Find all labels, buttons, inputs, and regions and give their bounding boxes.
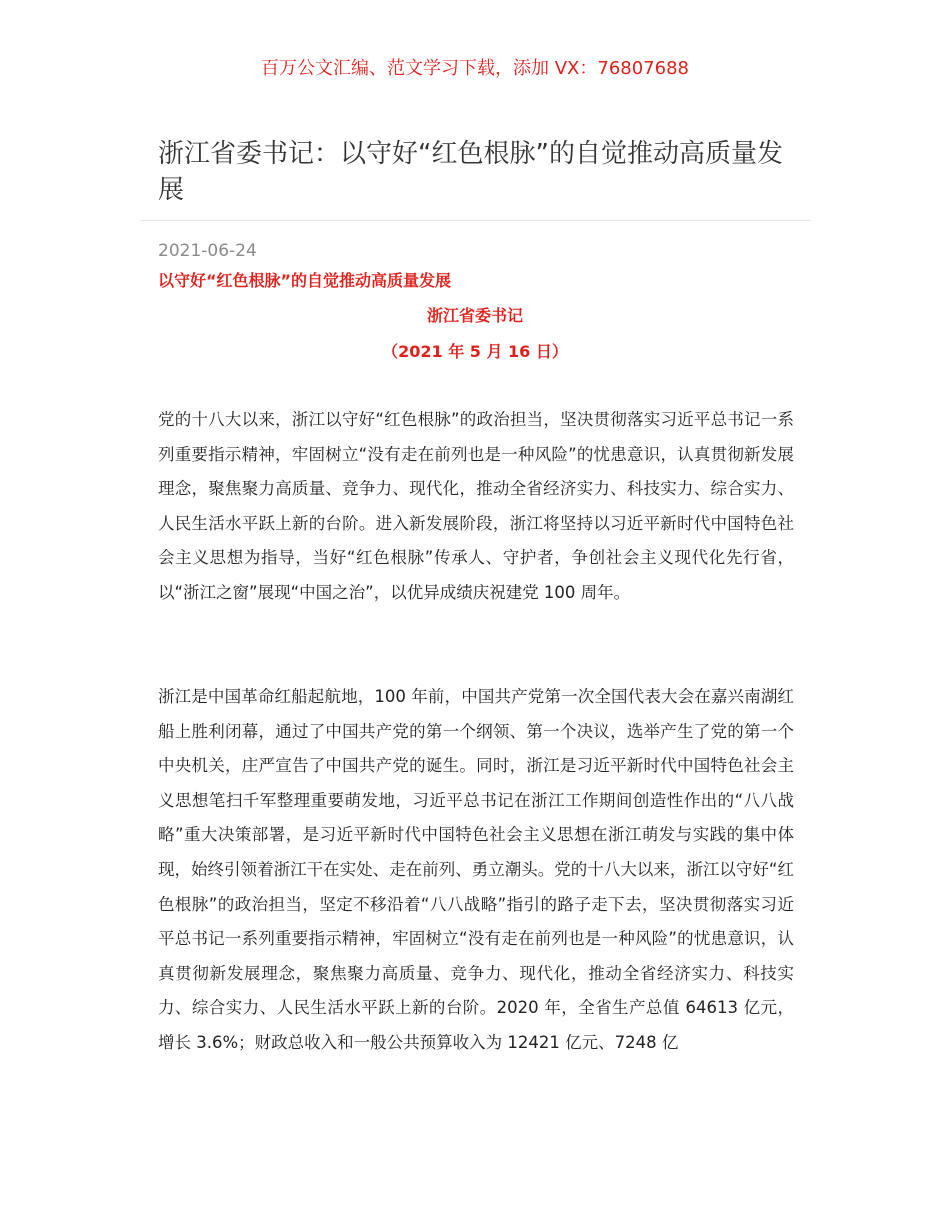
title-divider (140, 220, 810, 221)
speech-date: （2021 年 5 月 16 日） (382, 342, 568, 361)
body-paragraph: 浙江是中国革命红船起航地，100 年前，中国共产党第一次全国代表大会在嘉兴南湖红船上胜利闭幕，通过了中国共产党的第一个纲领、第一个决议，选举产生了党的第一个中央机关，庄严宣告了中国共产党的诞生。同时，浙江是习近平新时代中国特色社会主义思想笔扫千军整理重要萌发地，习近平总书记在浙江工作期间创造性作出的“八八战略”重大决策部署，是习近平新时代中国特色社会主义思想在浙江萌发与实践的集中体现，始终引领着浙江干在实处、走在前列、勇立潮头。党的十八大以来，浙江以守好“红色根脉”的政治担当，坚定不移沿着“八八战略”指引的路子走下去，坚决贯彻落实习近平总书记一系列重要指示精神，牢固树立“没有走在前列也是一种风险”的忧患意识，认真贯彻新发展理念，聚焦聚力高质量、竞争力、现代化，推动全省经济实力、科技实力、综合实力、人民生活水平跃上新的台阶。2020 年，全省生产总值 64613 亿元，增长 3.6%；财政总收入和一般公共预算收入为 12421 亿元、7248 亿 (158, 687, 794, 1052)
promo-banner: 百万公文汇编、范文学习下载，添加 VX：76807688 (261, 58, 689, 79)
article-subtitle: 以守好“红色根脉”的自觉推动高质量发展 (158, 271, 452, 290)
article-title: 浙江省委书记：以守好“红色根脉”的自觉推动高质量发展 (158, 139, 783, 205)
body-paragraph: 党的十八大以来，浙江以守好“红色根脉”的政治担当，坚决贯彻落实习近平总书记一系列重要指示精神，牢固树立“没有走在前列也是一种风险”的忧患意识，认真贯彻新发展理念，聚焦聚力高质量、竞争力、现代化，推动全省经济实力、科技实力、综合实力、人民生活水平跃上新的台阶。进入新发展阶段，浙江将坚持以习近平新时代中国特色社会主义思想为指导，当好“红色根脉”传承人、守护者，争创社会主义现代化先行省，以“浙江之窗”展现“中国之治”，以优异成绩庆祝建党 100 周年。 (158, 410, 794, 602)
author-line: 浙江省委书记 (426, 306, 523, 325)
publish-date: 2021-06-24 (158, 241, 257, 261)
